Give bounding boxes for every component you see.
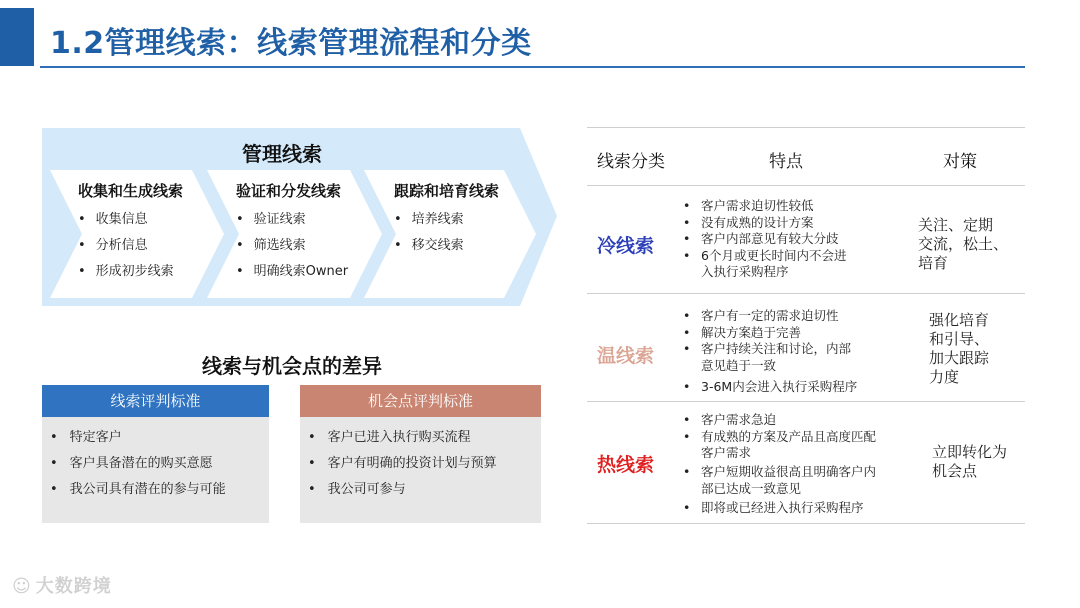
- opportunity-criteria-header: 机会点评判标准: [300, 385, 541, 417]
- step-item: • 形成初步线索: [78, 259, 183, 285]
- feature-item: • 客户短期收益很高且明确客户内: [683, 464, 876, 481]
- table-rule: [587, 293, 1025, 294]
- header-category: 线索分类: [597, 152, 665, 172]
- feature-continuation: 客户需求: [701, 445, 752, 460]
- step-title: 收集和生成线索: [78, 182, 184, 200]
- table-rule: [587, 401, 1025, 402]
- category-cold: 冷线索: [597, 235, 655, 257]
- measure-line: 立即转化为: [932, 443, 1008, 461]
- measure-line: 交流，松土、: [918, 235, 1009, 253]
- header-measures: 对策: [943, 152, 977, 172]
- watermark-text: 大数跨境: [35, 576, 112, 597]
- feature-item: • 6个月或更长时间内不会进: [683, 248, 846, 265]
- feature-item: • 3-6M内会进入执行采购程序: [683, 379, 857, 396]
- feature-item: • 客户需求急迫: [683, 412, 876, 429]
- features-hot-c: [683, 464, 876, 481]
- feature-item: • 客户需求迫切性较低: [683, 198, 846, 215]
- features-warm: [683, 308, 851, 358]
- criteria-item: • 特定客户: [50, 425, 269, 451]
- features-hot-d: [683, 500, 864, 517]
- lead-criteria-header: 线索评判标准: [42, 385, 269, 417]
- feature-continuation: 入执行采购程序: [701, 264, 789, 279]
- feature-item: • 客户持续关注和讨论，内部: [683, 341, 851, 358]
- step-item: • 分析信息: [78, 233, 183, 259]
- process-title: 管理线索: [242, 142, 322, 166]
- watermark: [8, 572, 112, 598]
- features-hot: [683, 412, 876, 445]
- table-rule: [587, 523, 1025, 524]
- step-item: • 培养线索: [394, 207, 499, 233]
- measure-line: 强化培育: [929, 311, 990, 329]
- title-divider: [40, 66, 1025, 68]
- measures-warm: [929, 311, 989, 387]
- measure-line: 机会点: [932, 462, 978, 480]
- measure-line: 加大跟踪: [929, 349, 990, 367]
- features-warm-last: [683, 379, 857, 396]
- features-cold: [683, 198, 846, 264]
- measure-line: 和引导、: [929, 330, 990, 348]
- criteria-item: • 我公司可参与: [308, 477, 541, 503]
- measure-line: 培育: [918, 254, 949, 272]
- feature-continuation: 部已达成一致意见: [701, 481, 802, 496]
- page-title: 1.2管理线索：线索管理流程和分类: [50, 26, 532, 61]
- criteria-item: • 客户已进入执行购买流程: [308, 425, 541, 451]
- measures-cold: [918, 216, 1008, 273]
- title-accent-block: [0, 8, 34, 66]
- feature-item: • 没有成熟的设计方案: [683, 215, 846, 232]
- feature-item: • 客户有一定的需求迫切性: [683, 308, 851, 325]
- step-item: • 验证线索: [236, 207, 348, 233]
- feature-item: • 解决方案趋于完善: [683, 325, 851, 342]
- difference-title: 线索与机会点的差异: [202, 354, 382, 378]
- measures-hot: [932, 443, 1007, 481]
- criteria-item: • 我公司具有潜在的参与可能: [50, 477, 269, 503]
- feature-item: • 有成熟的方案及产品且高度匹配: [683, 429, 876, 446]
- category-hot: 热线索: [597, 454, 655, 476]
- step-verify: [236, 180, 348, 285]
- step-item: • 筛选线索: [236, 233, 348, 259]
- feature-continuation: 意见趋于一致: [701, 358, 777, 373]
- lead-criteria-card: [42, 385, 269, 523]
- measure-line: 力度: [929, 368, 960, 386]
- header-features: 特点: [769, 152, 803, 172]
- opportunity-criteria-card: [300, 385, 541, 523]
- step-item: • 收集信息: [78, 207, 183, 233]
- feature-item: • 即将或已经进入执行采购程序: [683, 500, 864, 517]
- step-title: 验证和分发线索: [236, 182, 342, 200]
- criteria-item: • 客户有明确的投资计划与预算: [308, 451, 541, 477]
- feature-item: • 客户内部意见有较大分歧: [683, 231, 846, 248]
- step-item: • 明确线索Owner: [236, 259, 348, 285]
- lead-management-process: [42, 128, 562, 308]
- step-item: • 移交线索: [394, 233, 499, 259]
- category-warm: 温线索: [597, 345, 655, 367]
- logo-icon: ☺: [12, 576, 32, 597]
- criteria-item: • 客户具备潜在的购买意愿: [50, 451, 269, 477]
- step-collect: [78, 180, 183, 285]
- measure-line: 关注、定期: [918, 216, 994, 234]
- step-title: 跟踪和培育线索: [394, 182, 500, 200]
- step-nurture: [394, 180, 499, 259]
- table-rule: [587, 127, 1025, 128]
- table-rule: [587, 185, 1025, 186]
